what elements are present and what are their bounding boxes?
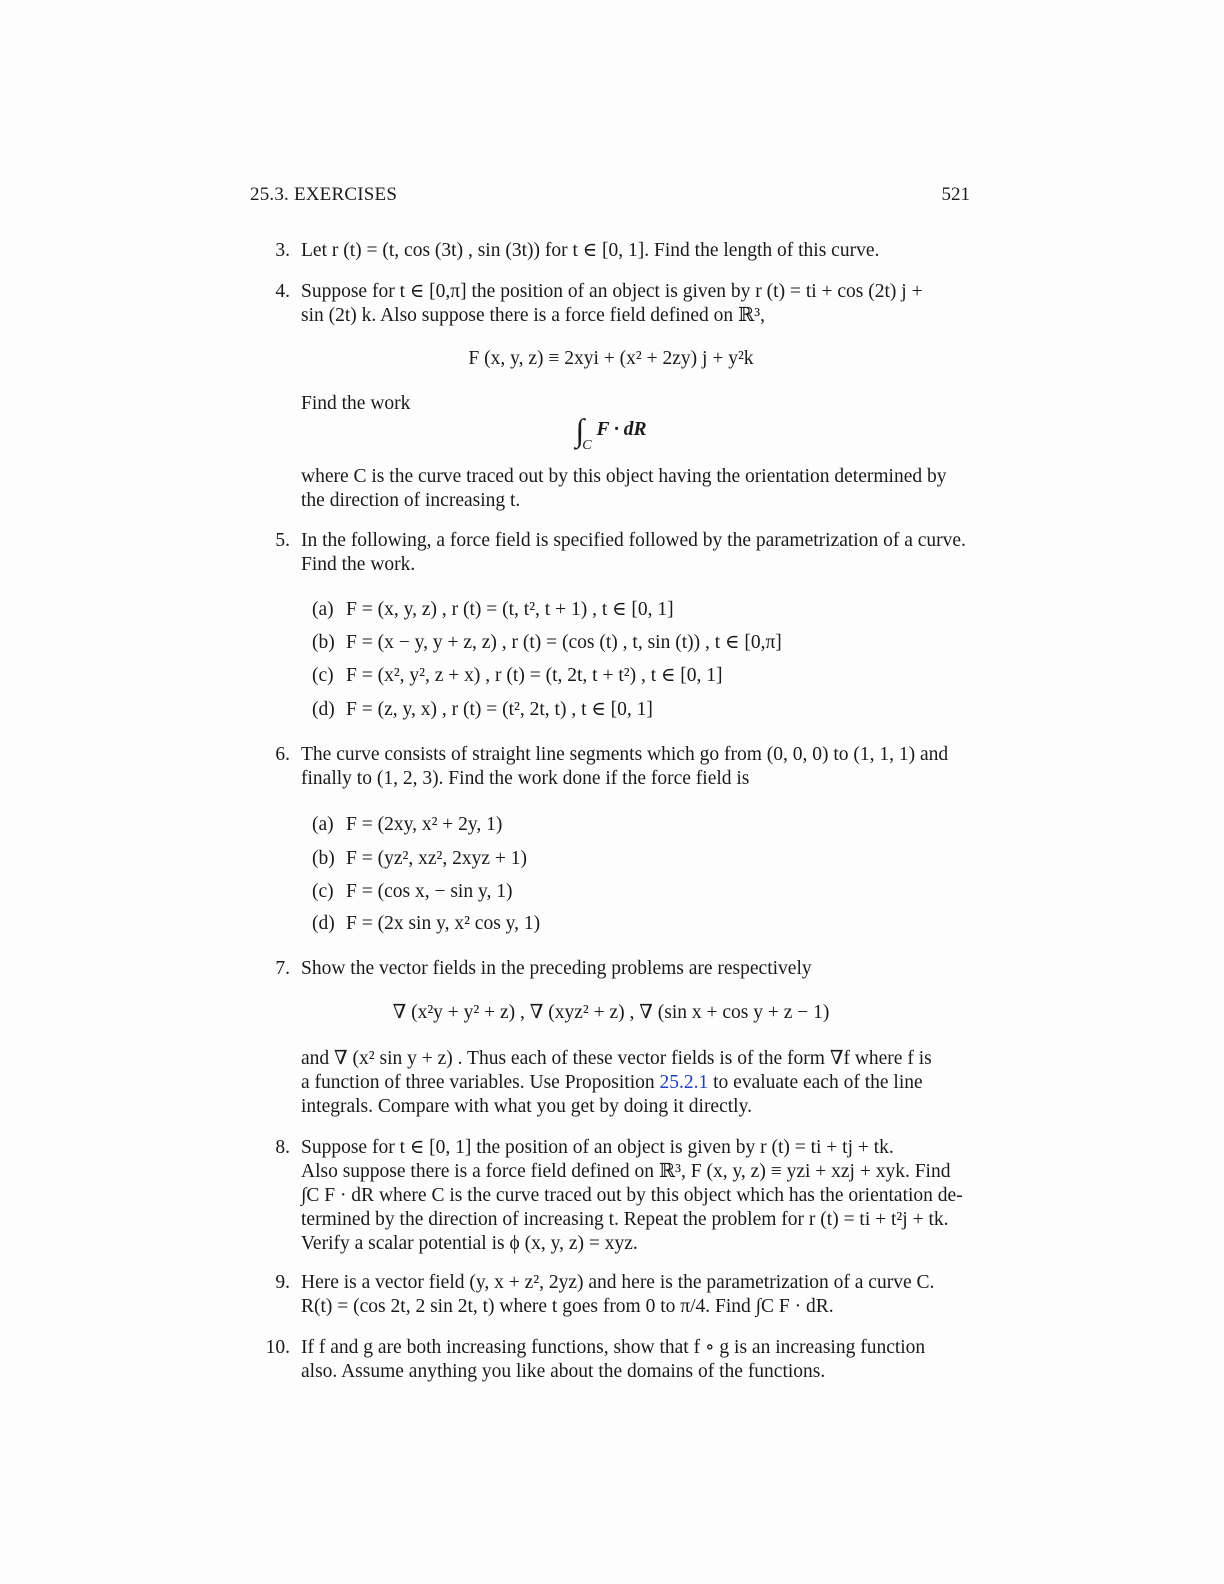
subpart-label: (c) bbox=[312, 881, 334, 902]
integrand: F · dR bbox=[596, 419, 647, 440]
subpart-a bbox=[312, 813, 502, 837]
exercise-text: Here is a vector field (y, x + z², 2yz) and here is the parametrization of a curve C. bbox=[301, 1272, 935, 1293]
exercise-5 bbox=[250, 529, 972, 729]
exercise-text: Find the work. bbox=[301, 554, 416, 575]
exercise-3 bbox=[250, 239, 972, 263]
exercise-text: ∫C F · dR where C is the curve traced out by this object which has the orientation de- bbox=[301, 1185, 963, 1206]
page-number: 521 bbox=[941, 184, 970, 205]
exercise-text: and ∇ (x² sin y + z) . Thus each of these vector fields is of the form ∇f where f is bbox=[301, 1048, 932, 1069]
exercise-number: 10. bbox=[265, 1337, 290, 1358]
subpart-c bbox=[312, 664, 723, 688]
subpart-a bbox=[312, 598, 674, 622]
proposition-link[interactable]: 25.2.1 bbox=[659, 1072, 709, 1093]
exercise-text: a function of three variables. Use Proposition bbox=[301, 1072, 660, 1093]
subpart-b bbox=[312, 847, 527, 871]
exercise-4 bbox=[250, 280, 972, 520]
exercise-text: Show the vector fields in the preceding problems are respectively bbox=[301, 958, 812, 979]
exercise-8 bbox=[250, 1136, 972, 1261]
subpart-label: (b) bbox=[312, 632, 335, 653]
subpart-label: (b) bbox=[312, 848, 335, 869]
display-equation: F (x, y, z) ≡ 2xyi + (x² + 2zy) j + y²k bbox=[468, 348, 754, 369]
exercise-text: Suppose for t ∈ [0,π] the position of an object is given by r (t) = ti + cos (2t) j + bbox=[301, 281, 923, 302]
exercise-number: 5. bbox=[275, 530, 290, 551]
exercise-number: 7. bbox=[275, 958, 290, 979]
integral-subscript: C bbox=[582, 438, 592, 453]
subpart-label: (a) bbox=[312, 814, 334, 835]
subpart-label: (c) bbox=[312, 665, 334, 686]
subpart-text: F = (x, y, z) , r (t) = (t, t², t + 1) , t ∈ [0, 1] bbox=[346, 599, 674, 620]
exercise-number: 9. bbox=[275, 1272, 290, 1293]
subpart-b bbox=[312, 631, 782, 655]
subpart-label: (d) bbox=[312, 913, 335, 934]
subpart-label: (d) bbox=[312, 699, 335, 720]
exercise-number: 4. bbox=[275, 281, 290, 302]
display-integral bbox=[250, 412, 972, 458]
subpart-d bbox=[312, 698, 653, 722]
subpart-d bbox=[312, 912, 540, 936]
subpart-text: F = (z, y, x) , r (t) = (t², 2t, t) , t ∈ [0, 1] bbox=[346, 699, 653, 720]
integral-sign: ∫ bbox=[575, 412, 585, 448]
exercise-text: also. Assume anything you like about the domains of the functions. bbox=[301, 1361, 826, 1382]
exercise-text: In the following, a force field is specified followed by the parametrization of a curve. bbox=[301, 530, 966, 551]
exercise-10 bbox=[250, 1336, 972, 1386]
display-equation: ∇ (x²y + y² + z) , ∇ (xyz² + z) , ∇ (sin x + cos y + z − 1) bbox=[392, 1002, 830, 1023]
exercise-7 bbox=[250, 957, 972, 1122]
exercise-text: R(t) = (cos 2t, 2 sin 2t, t) where t goes from 0 to π/4. Find ∫C F · dR. bbox=[301, 1296, 834, 1317]
subpart-c bbox=[312, 880, 512, 904]
exercise-number: 8. bbox=[275, 1137, 290, 1158]
subpart-text: F = (x², y², z + x) , r (t) = (t, 2t, t + t²) , t ∈ [0, 1] bbox=[346, 665, 723, 686]
subpart-text: F = (2xy, x² + 2y, 1) bbox=[346, 814, 503, 835]
exercise-text: the direction of increasing t. bbox=[301, 490, 521, 511]
exercise-text: Also suppose there is a force field defined on ℝ³, F (x, y, z) ≡ yzi + xzj + xyk. Find bbox=[301, 1161, 951, 1182]
subpart-text: F = (yz², xz², 2xyz + 1) bbox=[346, 848, 527, 869]
subpart-label: (a) bbox=[312, 599, 334, 620]
exercise-6 bbox=[250, 743, 972, 943]
exercise-number: 6. bbox=[275, 744, 290, 765]
subpart-text: F = (cos x, − sin y, 1) bbox=[346, 881, 513, 902]
exercise-text: where C is the curve traced out by this object having the orientation determined by bbox=[301, 466, 947, 487]
exercise-text: If f and g are both increasing functions, show that f ∘ g is an increasing function bbox=[301, 1337, 926, 1358]
exercise-number: 3. bbox=[275, 240, 290, 261]
exercise-text: integrals. Compare with what you get by doing it directly. bbox=[301, 1096, 752, 1117]
exercise-text: Let r (t) = (t, cos (3t) , sin (3t)) for t ∈ [0, 1]. Find the length of this curve. bbox=[301, 240, 880, 261]
exercise-text: finally to (1, 2, 3). Find the work done if the force field is bbox=[301, 768, 750, 789]
exercise-text-with-link bbox=[301, 1071, 972, 1095]
running-header-section: 25.3. EXERCISES bbox=[250, 184, 398, 205]
exercise-text: The curve consists of straight line segments which go from (0, 0, 0) to (1, 1, 1) and bbox=[301, 744, 949, 765]
exercise-text: Verify a scalar potential is ϕ (x, y, z) = xyz. bbox=[301, 1233, 638, 1254]
exercise-text: Suppose for t ∈ [0, 1] the position of an object is given by r (t) = ti + tj + tk. bbox=[301, 1137, 894, 1158]
exercise-text: termined by the direction of increasing t. Repeat the problem for r (t) = ti + t²j + tk. bbox=[301, 1209, 949, 1230]
exercise-9 bbox=[250, 1271, 972, 1321]
subpart-text: F = (2x sin y, x² cos y, 1) bbox=[346, 913, 541, 934]
exercise-text: Find the work bbox=[301, 393, 411, 414]
exercise-text: sin (2t) k. Also suppose there is a force field defined on ℝ³, bbox=[301, 305, 765, 326]
exercise-text: to evaluate each of the line bbox=[708, 1072, 923, 1093]
subpart-text: F = (x − y, y + z, z) , r (t) = (cos (t) , t, sin (t)) , t ∈ [0,π] bbox=[346, 632, 782, 653]
